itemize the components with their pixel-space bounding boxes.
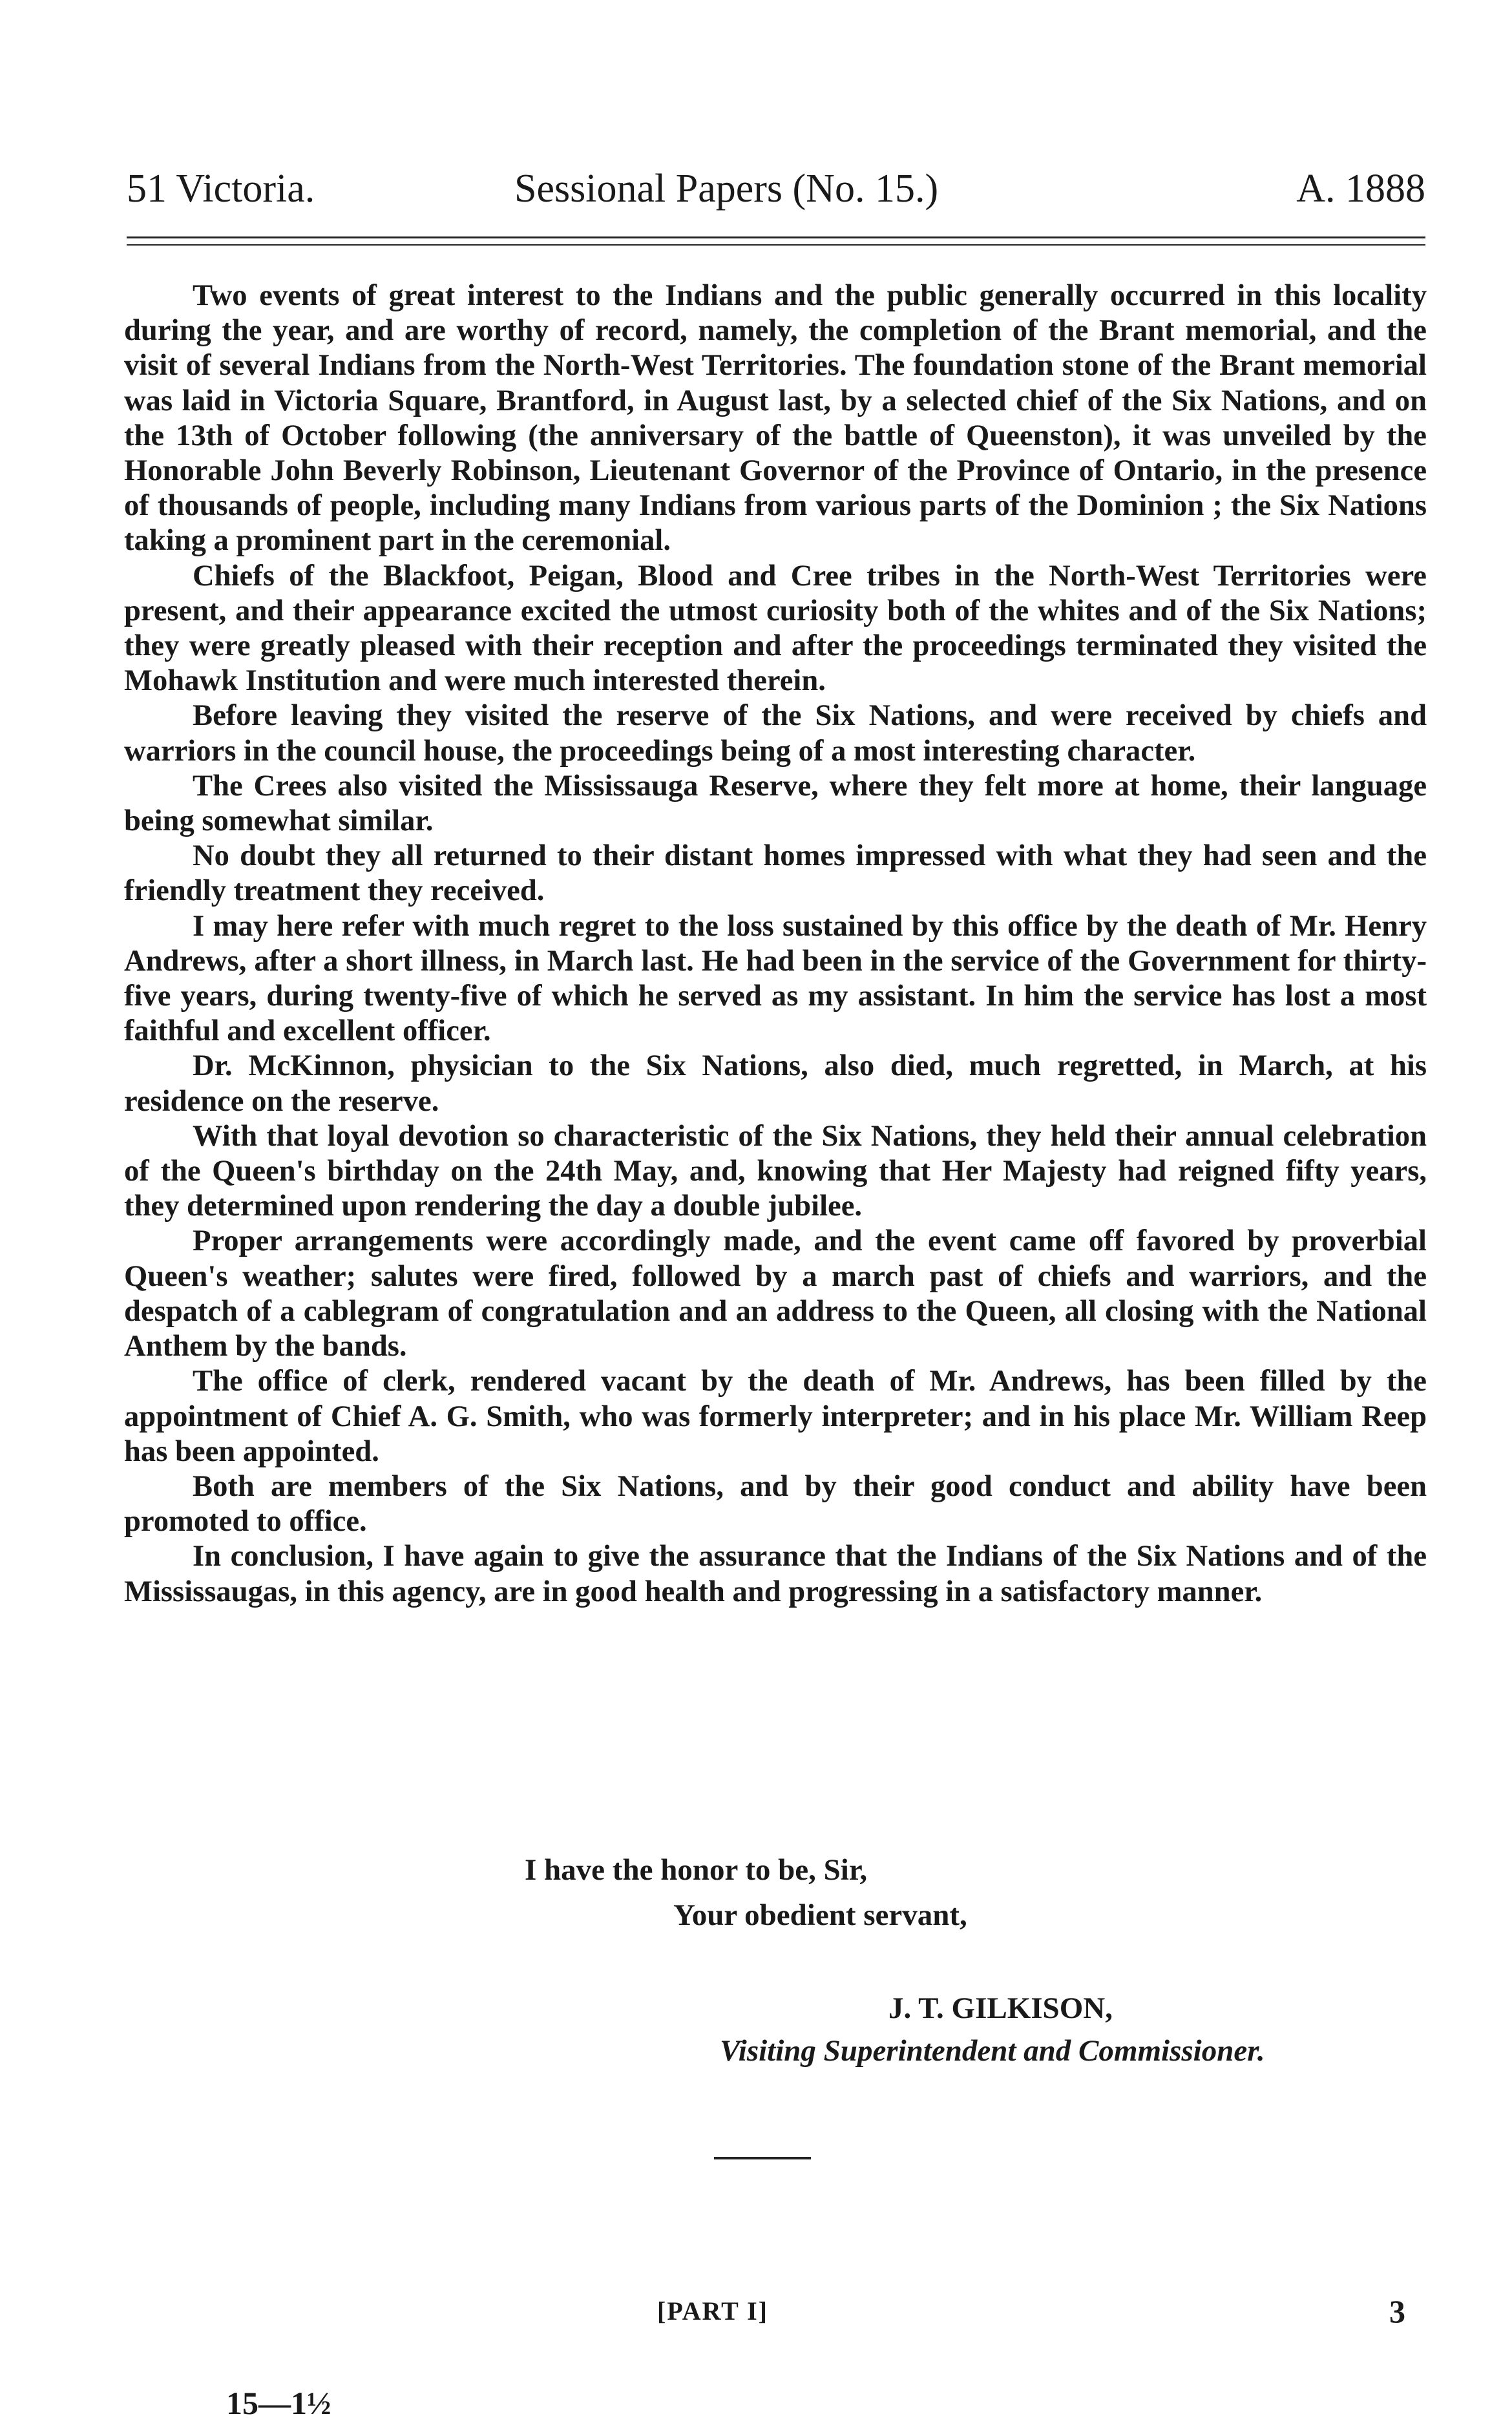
paragraph: Proper arrangements were accordingly made, and the event came off favored by proverbial Queen's weather; salutes were fired, followed by a march past of chiefs and warriors, and the despatch of a cablegram of congratulation and an address to the Queen, all closing with the National Anthem by the bands. [124,1224,1427,1363]
closing-servant: Your obedient servant, [673,1898,967,1932]
footer-part-label: [PART I] [657,2296,768,2326]
paragraph: In conclusion, I have again to give the assurance that the Indians of the Six Nations and of the Mississaugas, in this agency, are in good health and progressing in a satisfactory manner. [124,1539,1427,1608]
paragraph: I may here refer with much regret to the loss sustained by this office by the death of Mr. Henry Andrews, after a short illness, in March last. He had been in the service of the Government for thirty-five years, during twenty-five of which he served as my assistant. In him the service has lost a most faithful and excellent officer. [124,908,1427,1048]
header-session: 51 Victoria. [127,167,315,211]
paragraph: Both are members of the Six Nations, and by their good conduct and ability have been promoted to office. [124,1469,1427,1538]
paragraph: Dr. McKinnon, physician to the Six Nations, also died, much regretted, in March, at his residence on the reserve. [124,1049,1427,1118]
paragraph: With that loyal devotion so characteristic of the Six Nations, they held their annual celebration of the Queen's birthday on the 24th May, and, knowing that Her Majesty had reigned fifty years, they determined upon rendering the day a double jubilee. [124,1118,1427,1223]
printer-signature-mark: 15—1½ [226,2385,331,2421]
section-divider [714,2157,811,2159]
report-body [124,278,1427,1609]
header-sessional-papers: Sessional Papers (No. 15.) [514,167,939,211]
page-number: 3 [1389,2293,1405,2329]
running-header [127,163,1425,215]
paragraph: Two events of great interest to the Indians and the public generally occurred in this locality during the year, and are worthy of record, namely, the completion of the Brant memorial, and the visit of several Indians from the North-West Territories. The foundation stone of the Brant memorial was laid in Victoria Square, Brantford, in August last, by a selected chief of the Six Nations, and on the 13th of October following (the anniversary of the battle of Queenston), it was unveiled by the Honorable John Beverly Robinson, Lieutenant Governor of the Province of Ontario, in the presence of thousands of people, including many Indians from various parts of the Dominion ; the Six Nations taking a prominent part in the ceremonial. [124,278,1427,558]
header-rule-bottom [127,244,1425,246]
signatory-title: Visiting Superintendent and Commissioner. [720,2034,1265,2068]
paragraph: No doubt they all returned to their distant homes impressed with what they had seen and the friendly treatment they received. [124,839,1427,908]
header-rule-top [127,236,1425,238]
signatory-name: J. T. GILKISON, [888,1991,1113,2025]
paragraph: Chiefs of the Blackfoot, Peigan, Blood and Cree tribes in the North-West Territories were present, and their appearance excited the utmost curiosity both of the whites and of the Six Nations; they were greatly pleased with their reception and after the proceedings terminated they visited the Mohawk Institution and were much interested therein. [124,558,1427,698]
paragraph: Before leaving they visited the reserve of the Six Nations, and were received by chiefs and warriors in the council house, the proceedings being of a most interesting character. [124,698,1427,768]
header-year: A. 1888 [1296,167,1425,211]
paragraph: The office of clerk, rendered vacant by the death of Mr. Andrews, has been filled by the appointment of Chief A. G. Smith, who was formerly interpreter; and in his place Mr. William Reep has been appointed. [124,1364,1427,1468]
closing-salutation: I have the honor to be, Sir, [525,1853,868,1887]
paragraph: The Crees also visited the Mississauga Reserve, where they felt more at home, their language being somewhat similar. [124,768,1427,838]
